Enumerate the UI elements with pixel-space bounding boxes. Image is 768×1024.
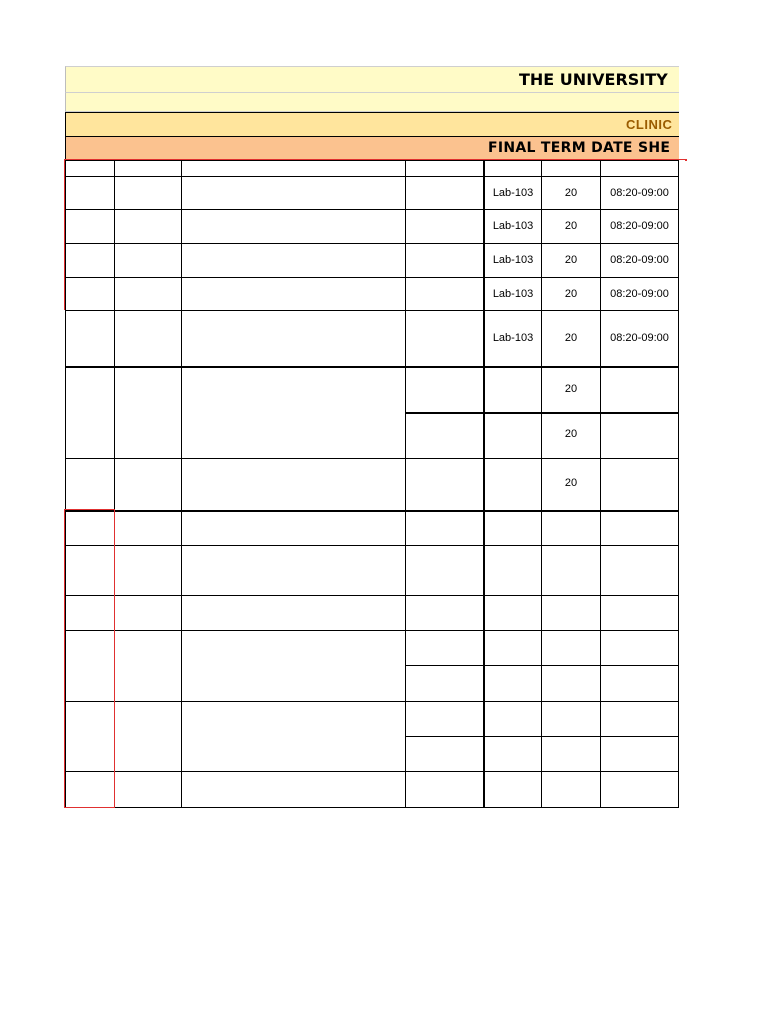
venue-cell: Lab-103 [492, 254, 534, 266]
row-line [65, 176, 679, 177]
row-line [65, 277, 679, 278]
row-line [65, 771, 679, 772]
row-line [65, 630, 679, 631]
strength-cell: 20 [564, 254, 578, 266]
sub-row-line [405, 736, 679, 737]
sub-row-line [405, 412, 679, 414]
row-line [65, 310, 679, 311]
strength-cell: 20 [564, 477, 578, 489]
row-line [65, 510, 679, 512]
strength-cell: 20 [564, 220, 578, 232]
selection-outline-top-right [685, 159, 687, 161]
col-line [405, 160, 406, 808]
sub-row-line [405, 665, 679, 666]
university-title: THE UNIVERSITY [519, 70, 668, 89]
row-line [65, 458, 679, 459]
row-line [65, 701, 679, 702]
row-line [65, 595, 679, 596]
row-line [65, 366, 679, 368]
venue-cell: Lab-103 [492, 332, 534, 344]
row-line [65, 243, 679, 244]
time-cell: 08:20-09:00 [610, 254, 669, 266]
row-line [65, 209, 679, 210]
row-line [65, 807, 679, 808]
time-cell: 08:20-09:00 [610, 220, 669, 232]
strength-cell: 20 [564, 332, 578, 344]
venue-cell: Lab-103 [492, 220, 534, 232]
venue-cell: Lab-103 [492, 288, 534, 300]
table-grid [65, 0, 679, 1024]
time-cell: 08:20-09:00 [610, 187, 669, 199]
col-line [181, 160, 182, 808]
strength-cell: 20 [564, 288, 578, 300]
venue-cell: Lab-103 [492, 187, 534, 199]
col-line [65, 160, 66, 808]
row-line [65, 160, 679, 161]
strength-cell: 20 [564, 428, 578, 440]
final-term-title: FINAL TERM DATE SHE [488, 140, 671, 156]
time-cell: 08:20-09:00 [610, 288, 669, 300]
row-line [65, 545, 679, 546]
time-cell: 08:20-09:00 [610, 332, 669, 344]
strength-cell: 20 [564, 383, 578, 395]
clinic-subtitle: CLINIC [626, 117, 673, 132]
col-line [114, 160, 115, 808]
col-line [678, 160, 679, 808]
strength-cell: 20 [564, 187, 578, 199]
